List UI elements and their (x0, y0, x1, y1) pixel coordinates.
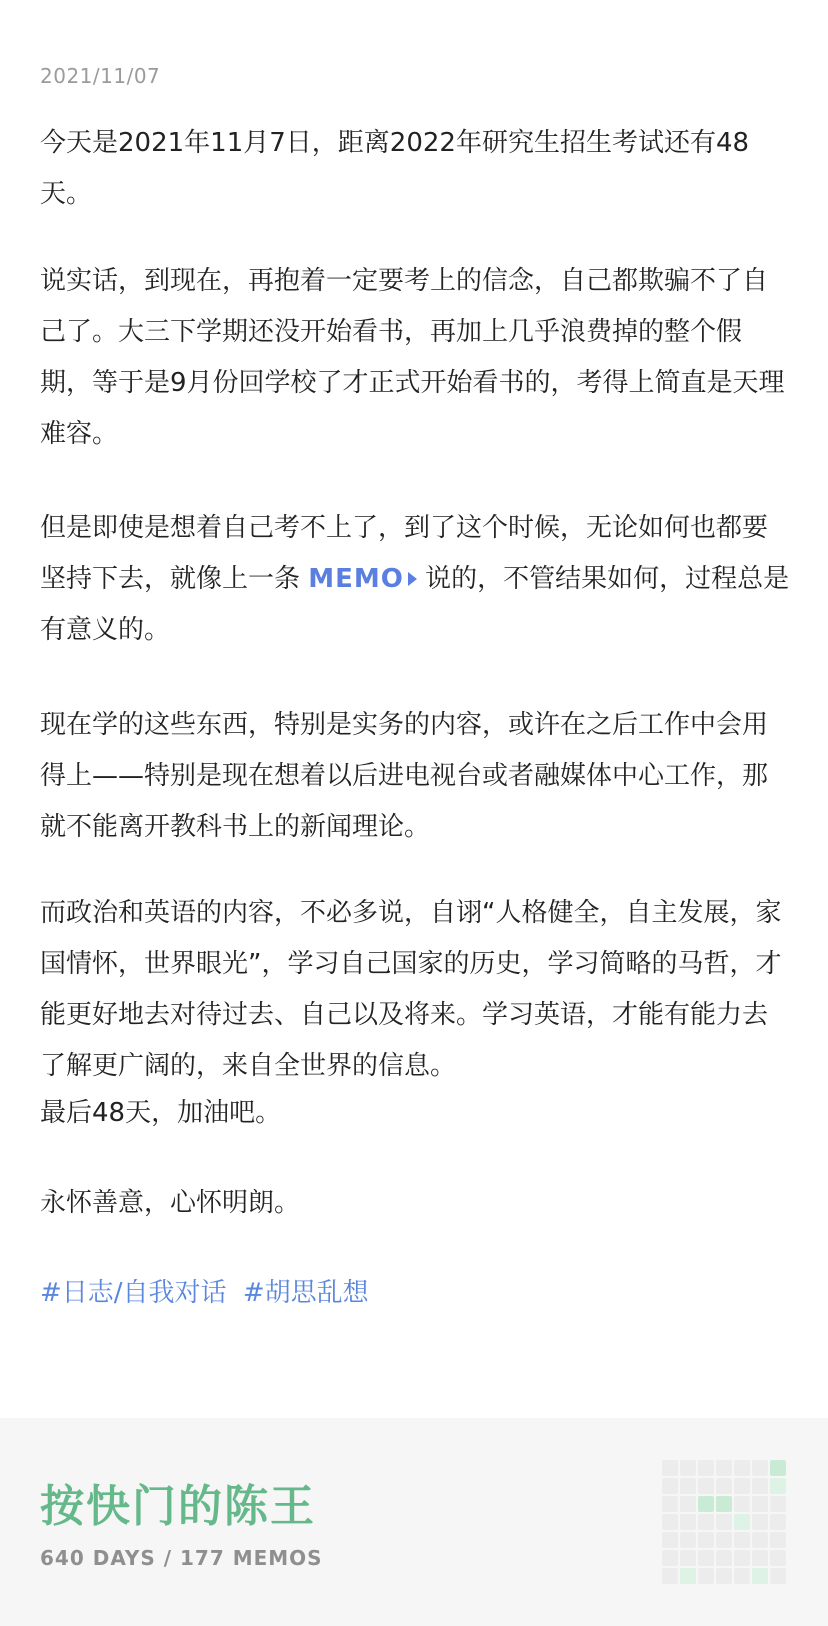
heatmap-cell (770, 1460, 786, 1476)
heatmap-cell (770, 1532, 786, 1548)
heatmap-cell (698, 1532, 714, 1548)
heatmap-cell (662, 1532, 678, 1548)
heatmap-cell (716, 1514, 732, 1530)
heatmap-cell (698, 1460, 714, 1476)
tag-link[interactable]: #胡思乱想 (242, 1278, 369, 1308)
heatmap-cell (680, 1550, 696, 1566)
heatmap-cell (716, 1460, 732, 1476)
author-name: 按快门的陈王 (40, 1481, 316, 1532)
heatmap-cell (752, 1532, 768, 1548)
heatmap-cell (662, 1514, 678, 1530)
heatmap-cell (770, 1568, 786, 1584)
heatmap-cell (770, 1496, 786, 1512)
heatmap-cell (734, 1514, 750, 1530)
heatmap-cell (734, 1568, 750, 1584)
heatmap-cell (662, 1550, 678, 1566)
heatmap-cell (680, 1532, 696, 1548)
heatmap-cell (734, 1550, 750, 1566)
heatmap-cell (716, 1478, 732, 1494)
memo-paragraph-2: 说实话，到现在，再抱着一定要考上的信念，自己都欺骗不了自己了。大三下学期还没开始看书，再加上几乎浪费掉的整个假期，等于是9月份回学校了才正式开始看书的，考得上简直是天理难容。 (40, 266, 785, 449)
memo-paragraph-5: 而政治和英语的内容，不必多说，自诩“人格健全，自主发展，家国情怀，世界眼光”，学习自己国家的历史，学习简略的马哲，才能更好地去对待过去、自己以及将来。学习英语，才能有能力去了解更广阔的，来自全世界的信息。 (40, 898, 782, 1081)
heatmap-cell (734, 1496, 750, 1512)
heatmap-cell (752, 1514, 768, 1530)
tag-link[interactable]: #日志/自我对话 (40, 1278, 227, 1308)
memo-stats: 640 DAYS / 177 MEMOS (40, 1546, 323, 1570)
heatmap-cell (680, 1514, 696, 1530)
heatmap-cell (680, 1478, 696, 1494)
memo-paragraph-3-text-after: 说的，不管结果如何，过程总是有意义的。 (40, 564, 790, 645)
heatmap-cell (698, 1550, 714, 1566)
memo-tags (40, 1268, 790, 1319)
heatmap-cell (698, 1478, 714, 1494)
heatmap-cell (662, 1496, 678, 1512)
heatmap-cell (680, 1460, 696, 1476)
memo-reference-link[interactable] (308, 564, 417, 594)
heatmap-cell (716, 1568, 732, 1584)
memo-paragraph-1: 今天是2021年11月7日，距离2022年研究生招生考试还有48天。 (40, 128, 750, 209)
heatmap-cell (716, 1532, 732, 1548)
memo-paragraph-3 (40, 503, 790, 656)
heatmap-cell (734, 1460, 750, 1476)
heatmap-cell (698, 1568, 714, 1584)
heatmap-cell (662, 1568, 678, 1584)
heatmap-cell (662, 1478, 678, 1494)
memo-paragraph-7: 永怀善意，心怀明朗。 (40, 1188, 301, 1218)
heatmap-cell (752, 1496, 768, 1512)
heatmap-cell (770, 1478, 786, 1494)
memo-date: 2021/11/07 (40, 64, 161, 88)
heatmap-cell (716, 1496, 732, 1512)
memo-paragraph-6: 最后48天，加油吧。 (40, 1098, 282, 1128)
heatmap-cell (770, 1550, 786, 1566)
heatmap-cell (680, 1568, 696, 1584)
heatmap-cell (752, 1568, 768, 1584)
heatmap-cell (698, 1496, 714, 1512)
heatmap-cell (662, 1460, 678, 1476)
heatmap-cell (734, 1478, 750, 1494)
heatmap-cell (752, 1460, 768, 1476)
activity-heatmap (662, 1460, 790, 1588)
memo-paragraph-4: 现在学的这些东西，特别是实务的内容，或许在之后工作中会用得上——特别是现在想着以后进电视台或者融媒体中心工作，那就不能离开教科书上的新闻理论。 (40, 710, 769, 842)
heatmap-cell (680, 1496, 696, 1512)
memo-paragraph-3-text-before: 但是即使是想着自己考不上了，到了这个时候，无论如何也都要坚持下去，就像上一条 (40, 513, 769, 594)
heatmap-cell (734, 1532, 750, 1548)
heatmap-cell (698, 1514, 714, 1530)
memo-reference-link-label: MEMO (308, 564, 404, 594)
heatmap-cell (752, 1550, 768, 1566)
heatmap-cell (716, 1550, 732, 1566)
play-triangle-icon (408, 572, 417, 586)
profile-footer (0, 1418, 828, 1626)
heatmap-cell (752, 1478, 768, 1494)
heatmap-cell (770, 1514, 786, 1530)
